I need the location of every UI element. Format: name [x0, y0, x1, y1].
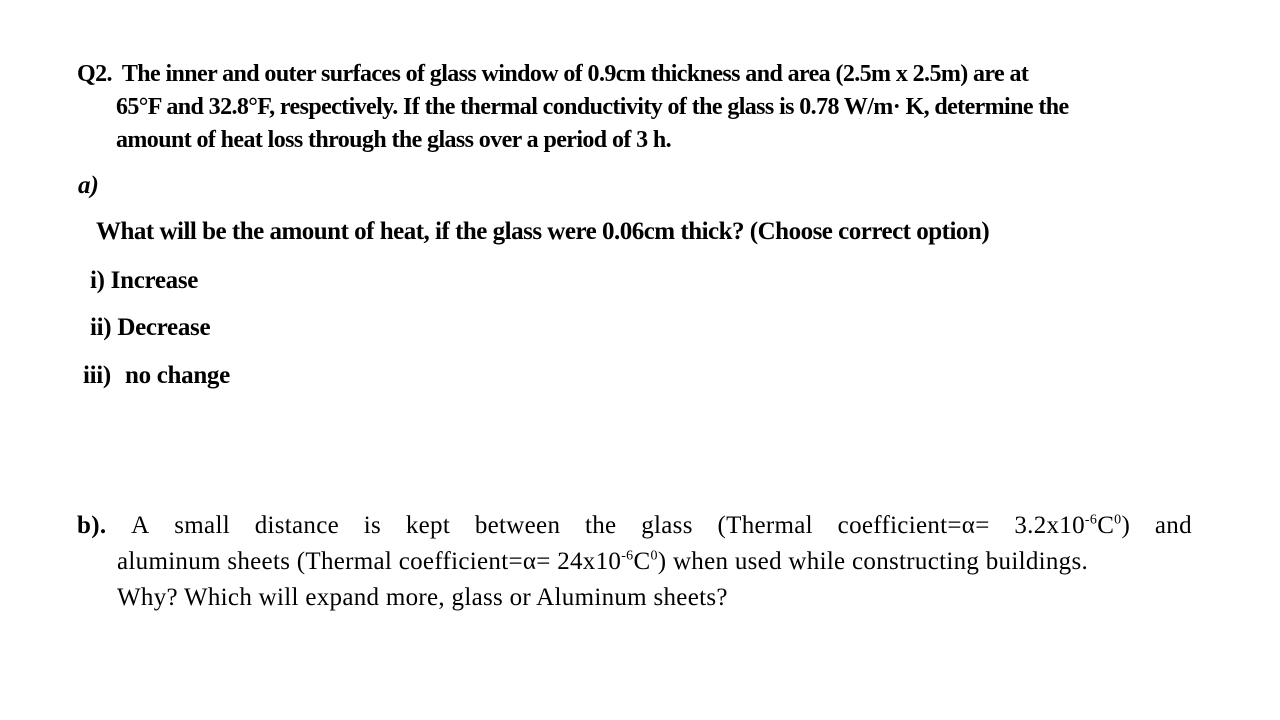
option-increase	[90, 267, 198, 295]
aluminum-coefficient-unit-sup: 0	[650, 548, 658, 564]
aluminum-coefficient-unit: C	[633, 548, 651, 575]
part-a-label: a)	[78, 172, 99, 199]
aluminum-text-post: ) when used while constructing buildings.	[657, 548, 1089, 575]
part-b-word: glass	[641, 512, 693, 539]
aluminum-coefficient-exponent: -6	[621, 548, 634, 564]
option-number: i)	[90, 267, 105, 294]
part-b	[77, 508, 1192, 616]
glass-coefficient-close: )	[1121, 512, 1131, 539]
option-text: no change	[124, 362, 230, 389]
part-b-line-2	[77, 544, 1192, 580]
part-b-word: between	[474, 512, 561, 539]
aluminum-text-pre: aluminum sheets (Thermal coefficient=α= 24x10	[117, 548, 622, 575]
option-decrease	[90, 314, 210, 342]
glass-coefficient-unit: C	[1097, 512, 1115, 539]
part-b-word: is	[363, 512, 382, 539]
glass-coefficient-unit-sup: 0	[1114, 512, 1122, 528]
part-b-word: small	[174, 512, 230, 539]
part-a-question: What will be the amount of heat, if the glass were 0.06cm thick? (Choose correct option)	[96, 218, 990, 245]
option-no-change	[83, 362, 230, 390]
glass-coefficient-base: 3.2x10	[1014, 512, 1085, 539]
part-b-line-1	[77, 508, 1192, 544]
option-text: Decrease	[117, 314, 211, 341]
part-b-word: A	[131, 512, 150, 539]
glass-coefficient	[1014, 508, 1130, 544]
part-b-word: kept	[405, 512, 451, 539]
part-b-word: and	[1154, 512, 1192, 539]
part-b-word: distance	[254, 512, 340, 539]
question-line-3: amount of heat loss through the glass over a period of 3 h.	[116, 127, 672, 153]
question-text-1: The inner and outer surfaces of glass window of 0.9cm thickness and area (2.5m x 2.5m) are at	[121, 61, 1029, 87]
part-b-line-3: Why? Which will expand more, glass or Aluminum sheets?	[117, 584, 728, 611]
part-b-word: the	[585, 512, 617, 539]
question-q2	[77, 58, 1187, 157]
question-number: Q2.	[77, 61, 112, 87]
question-line-2: 65°F and 32.8°F, respectively. If the thermal conductivity of the glass is 0.78 W/m· K, determine the	[116, 94, 1069, 120]
option-number: ii)	[90, 314, 112, 341]
glass-coefficient-exponent: -6	[1084, 512, 1098, 528]
part-b-word: coefficient=α=	[837, 512, 990, 539]
option-number: iii)	[83, 362, 111, 389]
part-b-word: (Thermal	[717, 512, 813, 539]
part-b-label: b).	[77, 512, 107, 539]
question-line-1	[77, 58, 1187, 91]
option-text: Increase	[110, 267, 199, 294]
